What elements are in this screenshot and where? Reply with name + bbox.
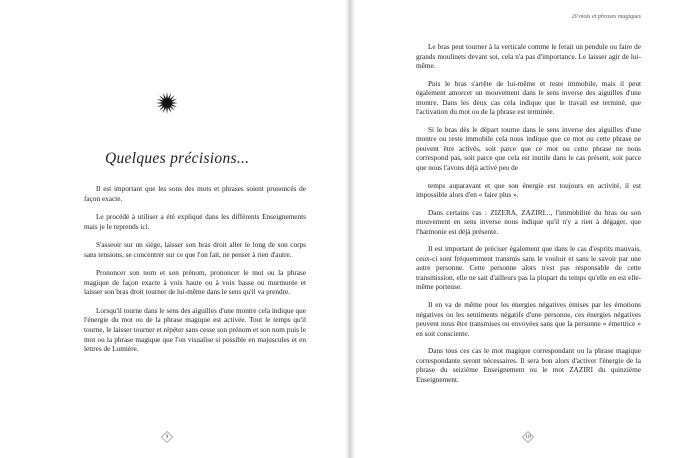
page-number: 9 (165, 434, 169, 440)
paragraph: Le procédé à utiliser a été expliqué dans les différents Enseignements mais je le reprends ici. (84, 213, 306, 231)
paragraph: Il est important que les sons des mots et phrases soient prononcés de façon exacte. (84, 185, 306, 203)
sunburst-ornament-icon (156, 92, 178, 114)
paragraph: temps auparavant et que son énergie est toujours en activité, il est impossible alors d'en « faire plus ». (416, 181, 641, 200)
paragraph: Prononcer son nom et son prénom, prononcer le mot ou la phrase magique de façon exacte à voix haute ou à voix basse ou murmurée et laisser son bras droit tourner de lui-même dans le sens qu'il va prendre. (84, 269, 306, 297)
right-body-text (416, 43, 641, 393)
page-number: 10 (525, 434, 531, 440)
paragraph: Le bras peut tourner à la verticale comme le ferait un pendule ou faire de grands moulinets devant soi, cela n'a pas d'importance. Le laisser agir de lui-même. (416, 43, 641, 71)
paragraph: S'asseoir sur un siège, laisser son bras droit aller le long de son corps sans tensions, se concentrer sur ce que l'on fait, ne penser à rien d'autre. (84, 241, 306, 259)
running-head: 20 mots et phrases magiques (571, 14, 641, 20)
page-number-left (160, 430, 174, 444)
paragraph: Il est important de préciser également que dans le cas d'esprits mauvais, ceux-ci sont fréquemment transmis sans le vouloir et sans le savoir par une autre personne. Cette personne alors n'est pas responsable de cette transmission, elle ne sait d'ailleurs pas la plupart du temps qu'elle en est elle-même porteuse. (416, 245, 641, 292)
paragraph: Dans tous ces cas le mot magique correspondant ou la phrase magique correspondante seront nécessaires. Il sera bon alors d'activer l'énergie de la phrase du seizième Enseignement ou le mot ZAZIRI du quinzième Enseignement. (416, 347, 641, 384)
paragraph: Si le bras dès le départ tourne dans le sens inverse des aiguilles d'une montre ou reste immobile cela nous indique que ce mot ou cette phrase ne peuvent être activés, soit parce que ce mot ou cette phrase ne nous correspond pas, soit parce que cela est inutile dans le cas présent, soit parce que nous l'avons déjà activé peu de (416, 125, 641, 173)
paragraph: Puis le bras s'arrête de lui-même et reste immobile, mais il peut également amorcer un mouvement dans le sens inverse des aiguilles d'une montre. Dans les deux cas cela indique que le travail est terminé, que l'activation du mot ou de la phrase est terminée. (416, 79, 641, 117)
left-body-text (84, 185, 306, 364)
paragraph: Lorsqu'il tourne dans le sens des aiguilles d'une montre cela indique que l'énergie du mot ou de la phrase magique est activée. Tout le temps qu'il tourne, le laisser tourner et répéter sans cesse son prénom et son nom puis le mot ou la phrase magique que l'on visualise si possible en majuscules et en lettres de Lumière. (84, 306, 306, 354)
paragraph: Dans certains cas : ZIZERA, ZAZIRI..., l'immobilité du bras ou son mouvement en sens inverse nous indique qu'il n'y a rien à dégager, que l'harmonie est déjà présente. (416, 208, 641, 236)
page-number-right (521, 430, 535, 444)
paragraph: Il en va de même pour les énergies négatives émises par les émotions négatives ou les sentiments négatifs d'une personne, ces énergies négatives peuvent nous être transmises ou envoyées sans que la personne « émettrice » en soit consciente. (416, 301, 641, 338)
section-heading: Quelques précisions... (105, 150, 250, 167)
